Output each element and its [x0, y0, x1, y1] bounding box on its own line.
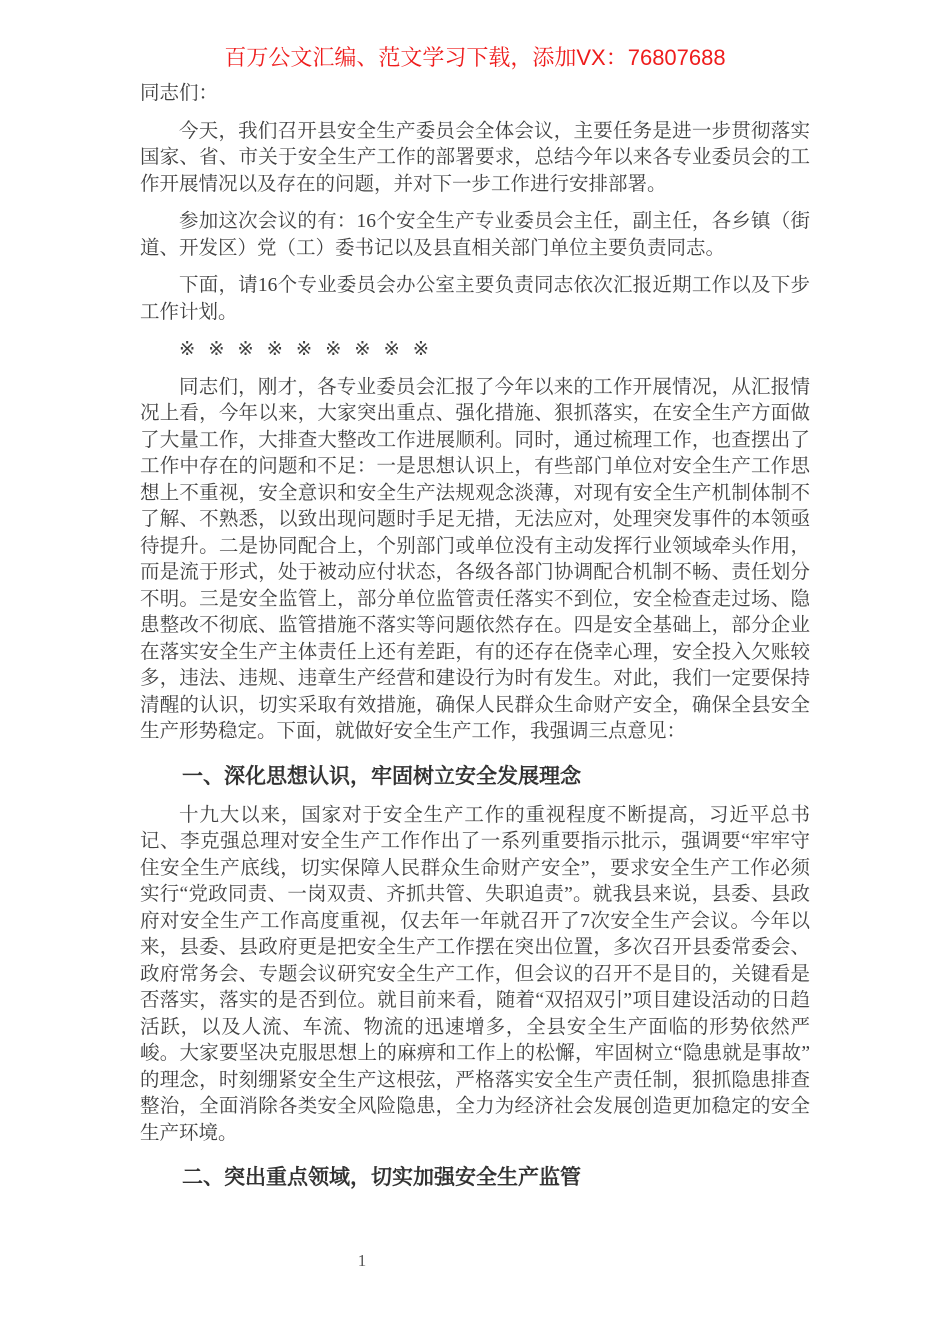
- paragraph-attendees: 参加这次会议的有：16个安全生产专业委员会主任，副主任，各乡镇（街道、开发区）党（工）委书记以及县直相关部门单位主要负责同志。: [140, 211, 810, 259]
- section-separator: ※ ※ ※ ※ ※ ※ ※ ※ ※: [179, 339, 434, 360]
- heading-section-2: 二、突出重点领域，切实加强安全生产监管: [182, 1166, 581, 1189]
- heading-section-1: 一、深化思想认识，牢固树立安全发展理念: [182, 764, 581, 788]
- paragraph-opening: 今天，我们召开县安全生产委员会全体会议，主要任务是进一步贯彻落实国家、省、市关于安全生产工作的部署要求，总结今年以来各专业委员会的工作开展情况以及存在的问题，并对下一步工作进行安排部署。: [140, 120, 810, 195]
- page-number: 1: [357, 1251, 367, 1270]
- watermark-notice: 百万公文汇编、范文学习下载，添加VX：76807688: [224, 45, 726, 70]
- paragraph-section-1: 十九大以来，国家对于安全生产工作的重视程度不断提高，习近平总书记、李克强总理对安全生产工作作出了一系列重要指示批示，强调要“牢牢守住安全生产底线，切实保障人民群众生命财产安全”，要求安全生产工作必须实行“党政同责、一岗双责、齐抓共管、失职追责”。就我县来说，县委、县政府对安全生产工作高度重视，仅去年一年就召开了7次安全生产会议。今年以来，县委、县政府更是把安全生产工作摆在突出位置，多次召开县委常委会、政府常务会、专题会议研究安全生产工作，但会议的召开不是目的，关键看是否落实，落实的是否到位。就目前来看，随着“双招双引”项目建设活动的日趋活跃，以及人流、车流、物流的迅速增多，全县安全生产面临的形势依然严峻。大家要坚决克服思想上的麻痹和工作上的松懈，牢固树立“隐患就是事故”的理念，时刻绷紧安全生产这根弦，严格落实安全生产责任制，狠抓隐患排查整治，全面消除各类安全风险隐患，全力为经济社会发展创造更加稳定的安全生产环境。: [140, 804, 810, 1144]
- paragraph-work-review: 同志们，刚才，各专业委员会汇报了今年以来的工作开展情况，从汇报情况上看，今年以来，大家突出重点、强化措施、狠抓落实，在安全生产方面做了大量工作，大排查大整改工作进展顺利。同时，通过梳理工作，也查摆出了工作中存在的问题和不足：一是思想认识上，有些部门单位对安全生产工作思想上不重视，安全意识和安全生产法规观念淡薄，对现有安全生产机制体制不了解、不熟悉，以致出现问题时手足无措，无法应对，处理突发事件的本领亟待提升。二是协同配合上，个别部门或单位没有主动发挥行业领域牵头作用，而是流于形式，处于被动应付状态，各级各部门协调配合机制不畅、责任划分不明。三是安全监管上，部分单位监管责任落实不到位，安全检查走过场、隐患整改不彻底、监管措施不落实等问题依然存在。四是安全基础上，部分企业在落实安全生产主体责任上还有差距，有的还存在侥幸心理，安全投入欠账较多，违法、违规、违章生产经营和建设行为时有发生。对此，我们一定要保持清醒的认识，切实采取有效措施，确保人民群众生命财产安全，确保全县安全生产形势稳定。下面，就做好安全生产工作，我强调三点意见：: [140, 376, 810, 742]
- salutation: 同志们：: [140, 83, 219, 104]
- paragraph-agenda: 下面，请16个专业委员会办公室主要负责同志依次汇报近期工作以及下步工作计划。: [140, 275, 810, 323]
- document-body: [140, 81, 810, 1204]
